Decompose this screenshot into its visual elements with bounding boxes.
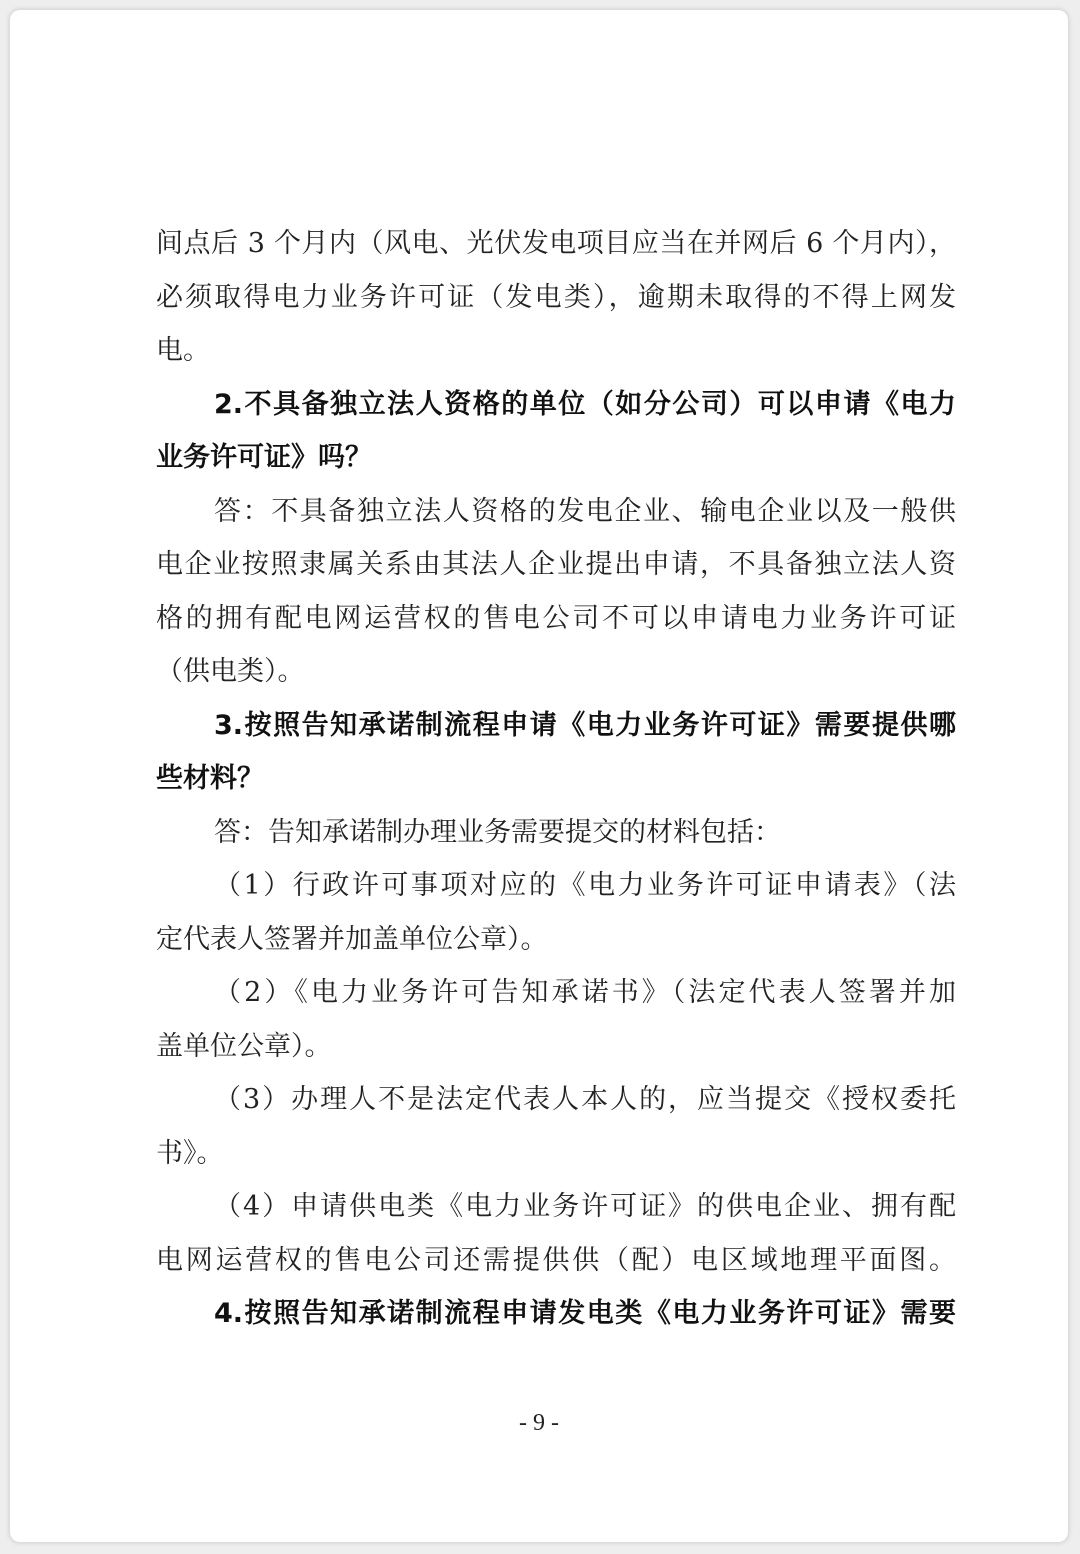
list-item-line: （4）申请供电类《电力业务许可证》的供电企业、拥有配 [214,1191,956,1222]
answer-line: 答：不具备独立法人资格的发电企业、输电企业以及一般供 [214,495,956,527]
list-item-line: 书》。 [156,1137,224,1169]
answer-line: 格的拥有配电网运营权的售电公司不可以申请电力业务许可证 [156,602,956,634]
list-item-line: 盖单位公章）。 [156,1030,332,1062]
answer-line: 答：告知承诺制办理业务需要提交的材料包括： [214,816,781,848]
paragraph-line: 必须取得电力业务许可证（发电类），逾期未取得的不得上网发 [156,281,956,313]
paragraph-line: 电。 [156,335,210,366]
question-heading: 些材料？ [156,763,264,794]
document-body [156,217,956,1341]
answer-line: （供电类）。 [156,656,305,687]
list-item-line: （3）办理人不是法定代表人本人的，应当提交《授权委托 [214,1084,956,1115]
list-item-line: （1）行政许可事项对应的《电力业务许可证申请表》（法 [214,870,956,901]
page-number: - 9 - [519,1410,559,1436]
question-heading: 2.不具备独立法人资格的单位（如分公司）可以申请《电力 [214,388,956,420]
question-heading: 3.按照告知承诺制流程申请《电力业务许可证》需要提供哪 [214,709,956,741]
list-item-line: 电网运营权的售电公司还需提供供（配）电区域地理平面图。 [156,1244,956,1276]
list-item-line: 定代表人签署并加盖单位公章）。 [156,923,548,955]
answer-line: 电企业按照隶属关系由其法人企业提出申请，不具备独立法人资 [156,549,956,580]
paragraph-line: 间点后 3 个月内（风电、光伏发电项目应当在并网后 6 个月内）， [156,228,956,259]
question-heading: 4.按照告知承诺制流程申请发电类《电力业务许可证》需要 [214,1298,956,1329]
question-heading: 业务许可证》吗？ [156,442,372,473]
list-item-line: （2）《电力业务许可告知承诺书》（法定代表人签署并加 [214,977,956,1008]
document-page [10,10,1068,1542]
